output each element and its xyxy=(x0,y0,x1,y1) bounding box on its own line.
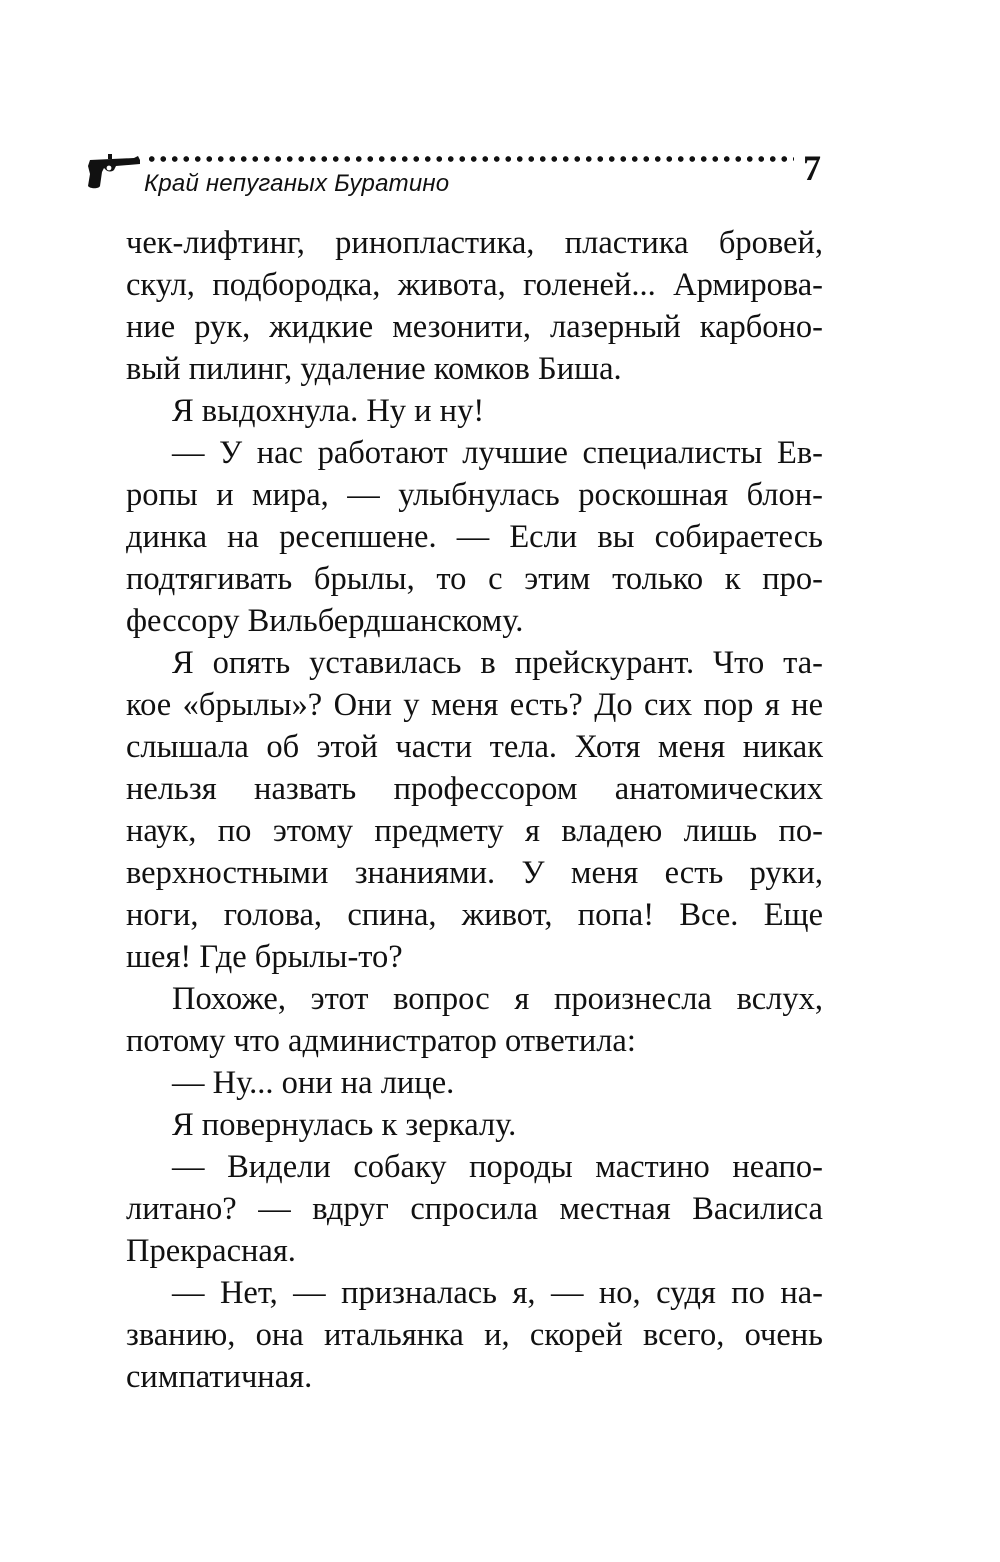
text-line: наук, по этому предмету я владею лишь по- xyxy=(126,813,823,849)
text-line: чек-лифтинг, ринопластика, пластика бровей, xyxy=(126,225,823,261)
text-line: — Нет, — призналась я, — но, судя по на- xyxy=(172,1275,823,1311)
text-line: скул, подбородка, живота, голеней... Армирова- xyxy=(126,267,823,303)
text-line: верхностными знаниями. У меня есть руки, xyxy=(126,855,823,891)
text-line: слышала об этой части тела. Хотя меня никак xyxy=(126,729,823,765)
text-line: Я повернулась к зеркалу. xyxy=(172,1107,517,1143)
text-line: вый пилинг, удаление комков Биша. xyxy=(126,351,622,387)
text-line: — У нас работают лучшие специалисты Ев- xyxy=(172,435,823,471)
text-line: Я опять уставилась в прейскурант. Что та- xyxy=(172,645,823,681)
text-line: Прекрасная. xyxy=(126,1233,296,1269)
text-line: ноги, голова, спина, живот, попа! Все. Еще xyxy=(126,897,823,933)
text-line: фессору Вильбердшанскому. xyxy=(126,603,524,639)
body-text xyxy=(126,222,823,1398)
text-line: динка на ресепшене. — Если вы собираетесь xyxy=(126,519,823,555)
text-line: нельзя назвать профессором анатомических xyxy=(126,771,823,807)
text-line: подтягивать брылы, то с этим только к про- xyxy=(126,561,823,597)
text-line: потому что администратор ответила: xyxy=(126,1023,636,1059)
text-line: кое «брылы»? Они у меня есть? До сих пор я не xyxy=(126,687,823,723)
text-line: ропы и мира, — улыбнулась роскошная блон- xyxy=(126,477,823,513)
revolver-icon xyxy=(86,152,142,190)
text-line: ние рук, жидкие мезонити, лазерный карбоно- xyxy=(126,309,823,345)
page-header xyxy=(86,148,826,208)
text-line: симпатичная. xyxy=(126,1359,313,1395)
text-line: литано? — вдруг спросила местная Василиса xyxy=(126,1191,823,1227)
page-number: 7 xyxy=(803,148,821,188)
text-line: званию, она итальянка и, скорей всего, очень xyxy=(126,1317,823,1353)
text-line: шея! Где брылы-то? xyxy=(126,939,403,975)
text-line: Похоже, этот вопрос я произнесла вслух, xyxy=(172,981,823,1017)
text-line: — Видели собаку породы мастино неапо- xyxy=(172,1149,823,1185)
text-line: — Ну... они на лице. xyxy=(172,1065,455,1101)
dotted-rule xyxy=(146,154,794,164)
running-title: Край непуганых Буратино xyxy=(144,170,450,197)
text-line: Я выдохнула. Ну и ну! xyxy=(172,393,485,429)
